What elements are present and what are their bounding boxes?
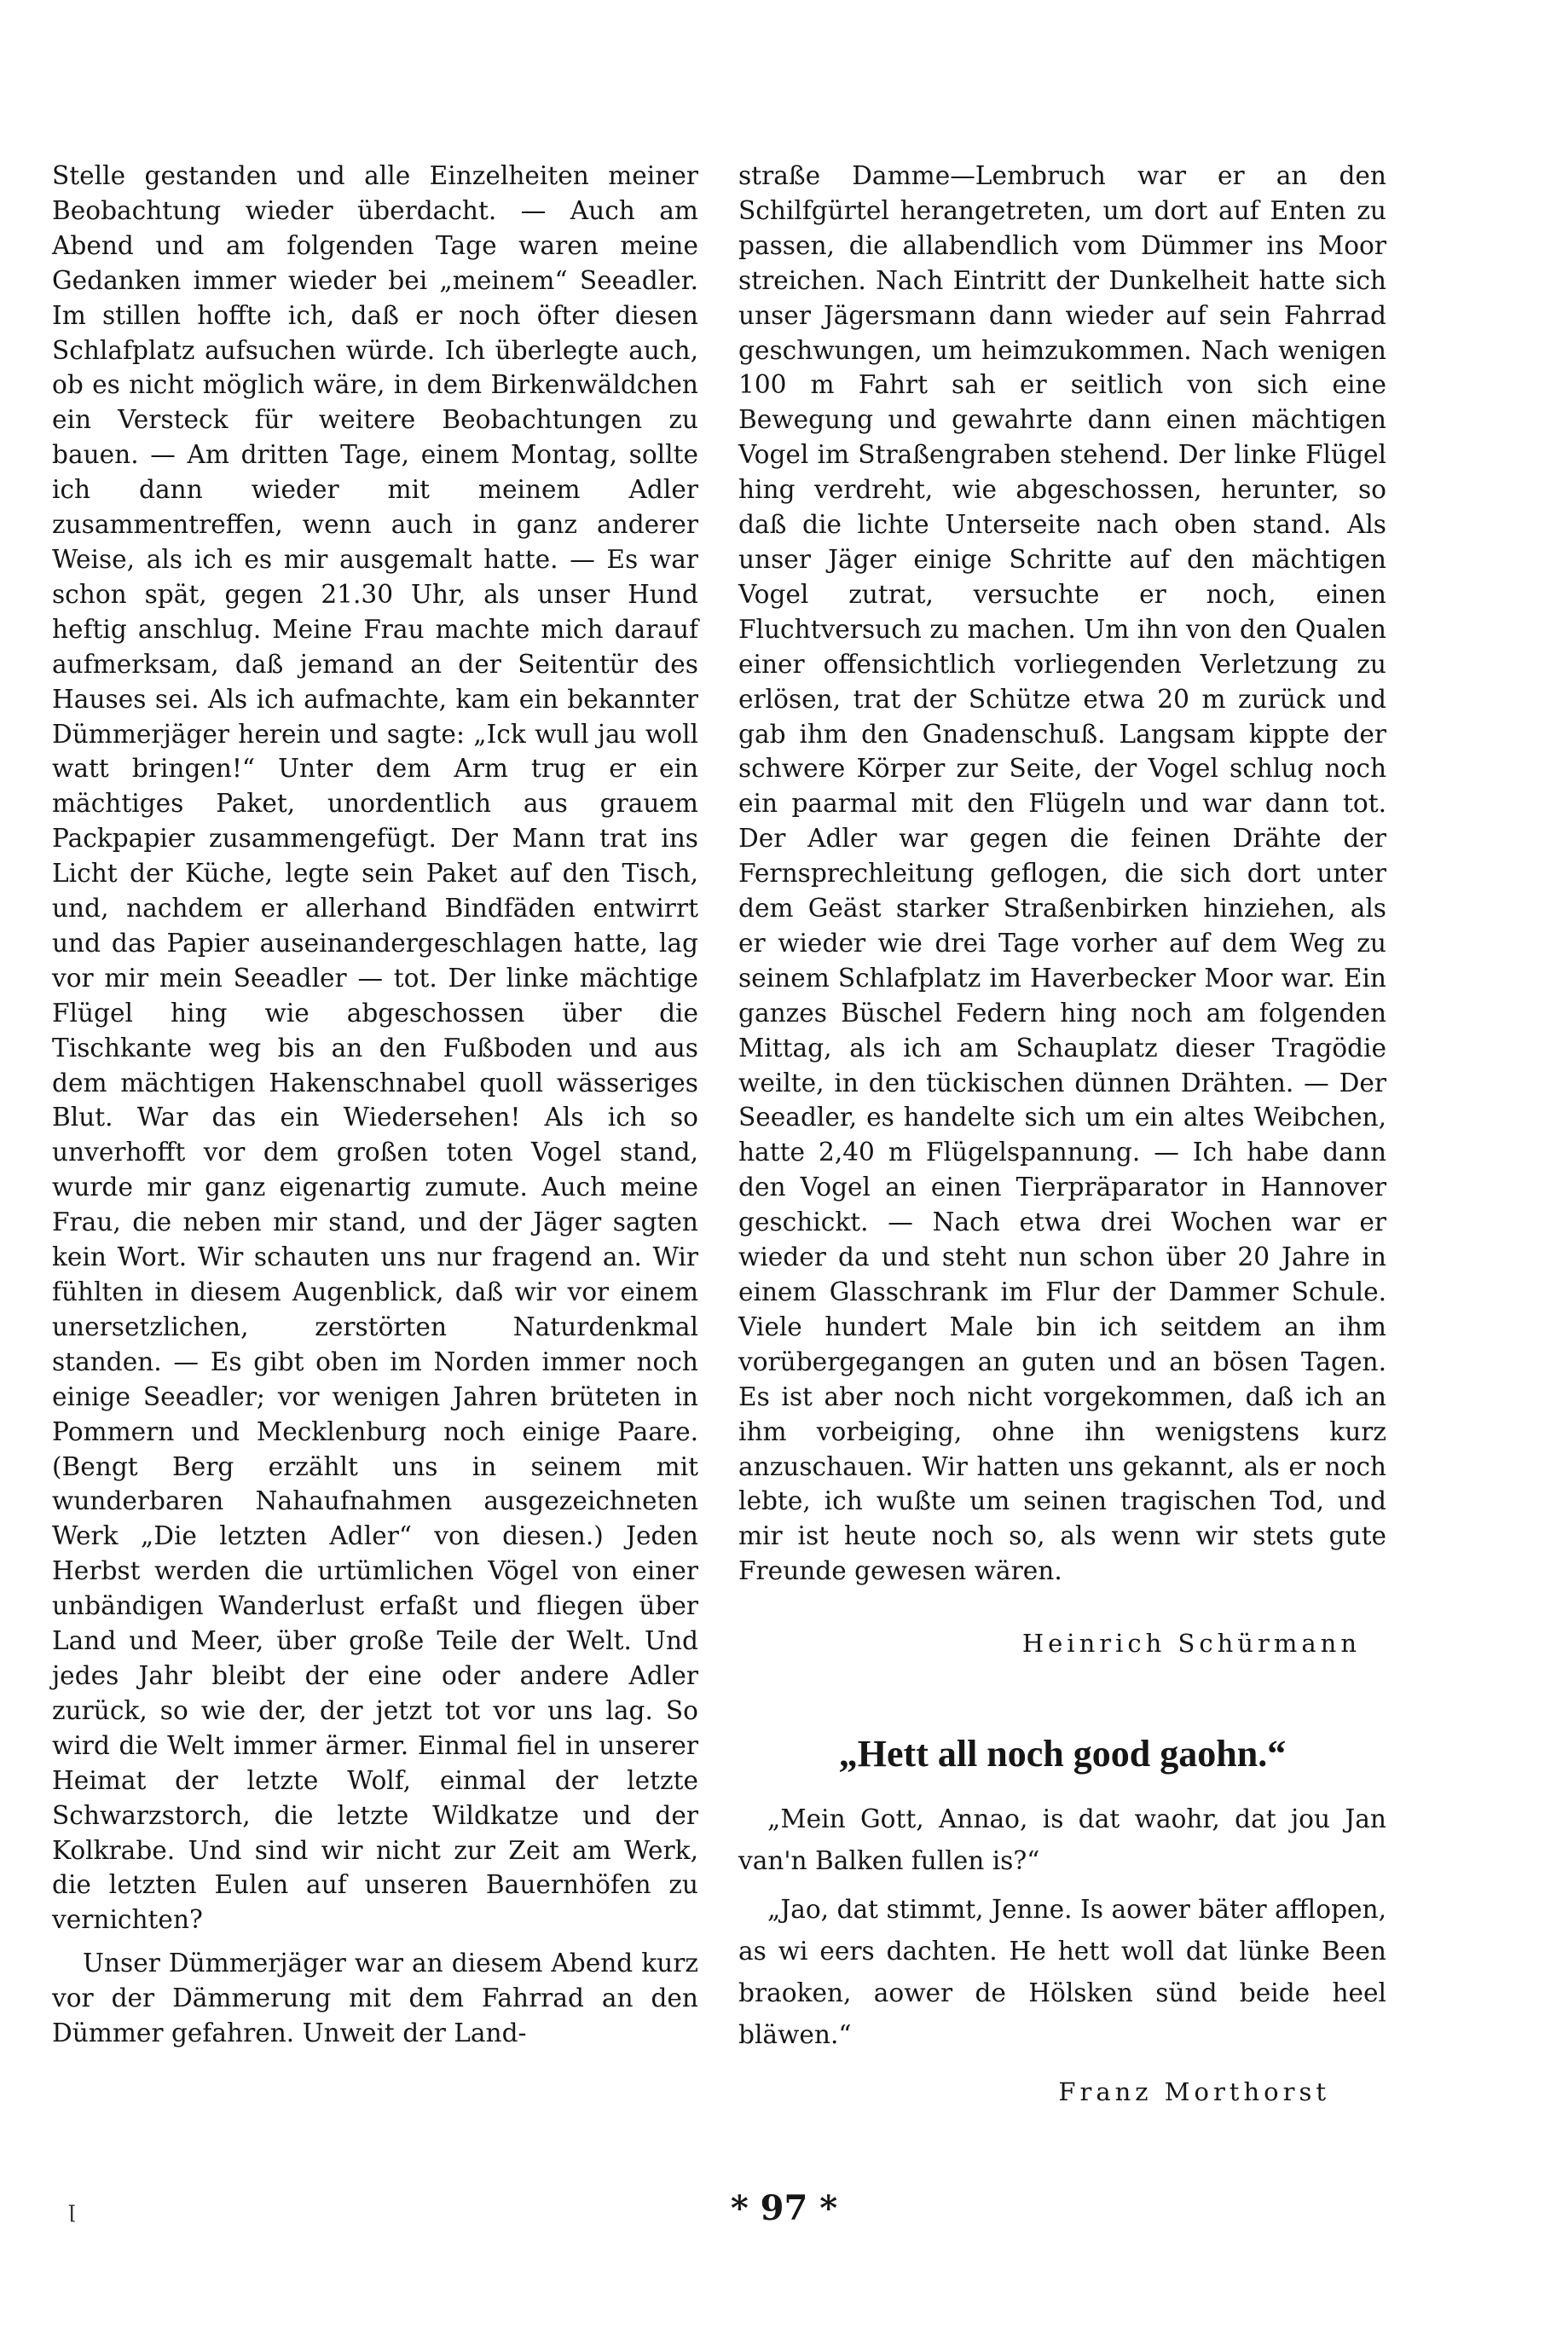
- body-paragraph: Unser Dümmerjäger war an diesem Abend kurz vor der Dämmerung mit dem Fahrrad an den Dümmer gefahren. Unweit der Land-: [52, 1949, 698, 2048]
- page-number: * 97 *: [730, 2188, 838, 2228]
- author-signature: Heinrich Schürmann: [1021, 1629, 1361, 1659]
- left-column: [52, 159, 698, 2051]
- story-title: „Hett all noch good gaohn.“: [838, 1733, 1287, 1775]
- body-paragraph: Stelle gestanden und alle Einzelheiten meiner Beobachtung wieder überdacht. — Auch am Abend und am folgenden Tage waren meine Gedanken immer wieder bei „meinem“ Seeadler. Im stillen hoffte ich, daß er noch öfter diesen Schlafplatz aufsuchen würde. Ich überlegte auch, ob es nicht möglich wäre, in dem Birkenwäldchen ein Versteck für weitere Beobachtungen zu bauen. — Am dritten Tage, einem Montag, sollte ich dann wieder mit meinem Adler zusammentreffen, wenn auch in ganz anderer Weise, als ich es mir ausgemalt hatte. — Es war schon spät, gegen 21.30 Uhr, als unser Hund heftig anschlug. Meine Frau machte mich darauf aufmerksam, daß jemand an der Seitentür des Hauses sei. Als ich aufmachte, kam ein bekannter Dümmerjäger herein und sagte: „Ick wull jau woll watt bringen!“ Unter dem Arm trug er ein mächtiges Paket, unordentlich aus grauem Packpapier zusammengefügt. Der Mann trat ins Licht der Küche, legte sein Paket auf den Tisch, und, nachdem er allerhand Bindfäden entwirrt und das Papier auseinandergeschlagen hatte, lag vor mir mein Seeadler — tot. Der linke mächtige Flügel hing wie abgeschossen über die Tischkante weg bis an den Fußboden und aus dem mächtigen Hakenschnabel quoll wässeriges Blut. War das ein Wiedersehen! Als ich so unverhofft vor dem großen toten Vogel stand, wurde mir ganz eigenartig zumute. Auch meine Frau, die neben mir stand, und der Jäger sagten kein Wort. Wir schauten uns nur fragend an. Wir fühlten in diesem Augenblick, daß wir vor einem unersetzlichen, zerstörten Naturdenkmal standen. — Es gibt oben im Norden immer noch einige Seeadler; vor wenigen Jahren brüteten in Pommern und Mecklenburg noch einige Paare. (Bengt Berg erzählt uns in seinem mit wunderbaren Nahaufnahmen ausgezeichneten Werk „Die letzten Adler“ von diesen.) Jeden Herbst werden die urtümlichen Vögel von einer unbändigen Wanderlust erfaßt und fliegen über Land und Meer, über große Teile der Welt. Und jedes Jahr bleibt der eine oder andere Adler zurück, so wie der, der jetzt tot vor uns lag. So wird die Welt immer ärmer. Einmal fiel in unserer Heimat der letzte Wolf, einmal der letzte Schwarzstorch, die letzte Wildkatze und der Kolkrabe. Und sind wir nicht zur Zeit am Werk, die letzten Eulen auf unseren Bauernhöfen zu vernichten?: [52, 161, 698, 1935]
- corner-mark: ꞁ: [68, 2197, 76, 2222]
- body-paragraph: straße Damme—Lembruch war er an den Schilfgürtel herangetreten, um dort auf Enten zu passen, die allabendlich vom Dümmer ins Moor streichen. Nach Eintritt der Dunkelheit hatte sich unser Jägersmann dann wieder auf sein Fahrrad geschwungen, um heimzukommen. Nach wenigen 100 m Fahrt sah er seitlich von sich eine Bewegung und gewahrte dann einen mächtigen Vogel im Straßengraben stehend. Der linke Flügel hing verdreht, wie abgeschossen, herunter, so daß die lichte Unterseite nach oben stand. Als unser Jäger einige Schritte auf den mächtigen Vogel zutrat, versuchte er noch, einen Fluchtversuch zu machen. Um ihn von den Qualen einer offensichtlich vorliegenden Verletzung zu erlösen, trat der Schütze etwa 20 m zurück und gab ihm den Gnadenschuß. Langsam kippte der schwere Körper zur Seite, der Vogel schlug noch ein paarmal mit den Flügeln und war dann tot. Der Adler war gegen die feinen Drähte der Fernsprechleitung geflogen, die sich dort unter dem Geäst starker Straßenbirken hinziehen, als er wieder wie drei Tage vorher auf dem Weg zu seinem Schlafplatz im Haverbecker Moor war. Ein ganzes Büschel Federn hing noch am folgenden Mittag, als ich am Schauplatz dieser Tragödie weilte, in den tückischen dünnen Drähten. — Der Seeadler, es handelte sich um ein altes Weibchen, hatte 2,40 m Flügelspannung. — Ich habe dann den Vogel an einen Tierpräparator in Hannover geschickt. — Nach etwa drei Wochen war er wieder da und steht nun schon über 20 Jahre in einem Glasschrank im Flur der Dammer Schule. Viele hundert Male bin ich seitdem an ihm vorübergegangen an guten und an bösen Tagen. Es ist aber noch nicht vorgekommen, daß ich an ihm vorbeiging, ohne ihn wenigstens kurz anzuschauen. Wir hatten uns gekannt, als er noch lebte, ich wußte um seinen tragischen Tod, und mir ist heute noch so, als wenn wir stets gute Freunde gewesen wären.: [738, 161, 1386, 1586]
- story-paragraph: „Jao, dat stimmt, Jenne. Is aower bäter afflopen, as wi eers dachten. He hett woll dat lünke Been braoken, aower de Hölsken sünd beide heel bläwen.“: [738, 1895, 1386, 2050]
- story-paragraph: „Mein Gott, Annao, is dat waohr, dat jou Jan van'n Balken fullen is?“: [738, 1804, 1386, 1876]
- right-column: [738, 159, 1386, 2109]
- story-author-signature: Franz Morthorst: [1058, 2077, 1330, 2107]
